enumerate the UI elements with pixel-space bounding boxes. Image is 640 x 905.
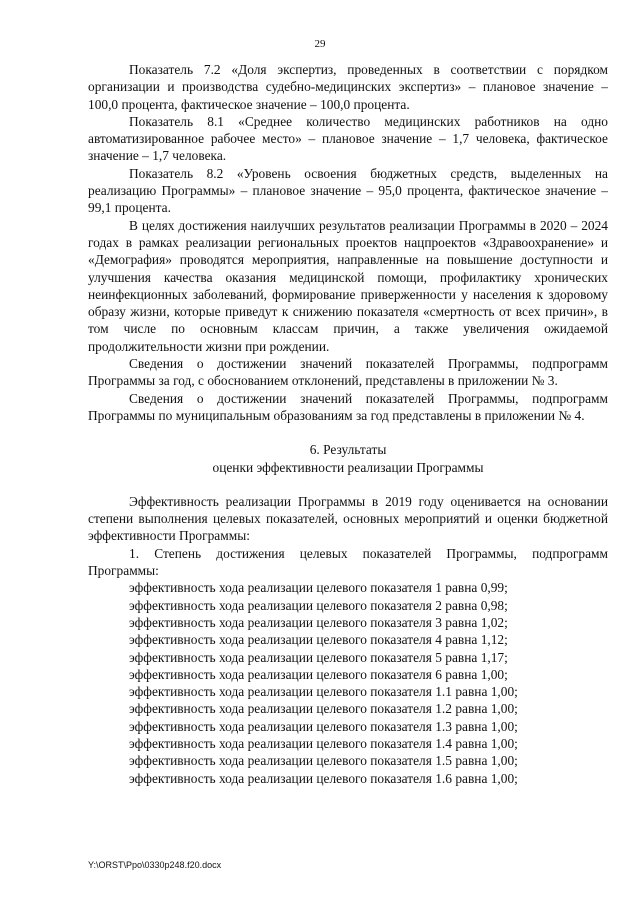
list-item: эффективность хода реализации целевого показателя 1.2 равна 1,00; [129, 701, 518, 717]
efficiency-list [88, 579, 608, 787]
page-number: 29 [314, 38, 326, 50]
section-heading [88, 441, 608, 476]
list-item: эффективность хода реализации целевого показателя 1.6 равна 1,00; [129, 770, 518, 786]
paragraph-indicator-8-2: Показатель 8.2 «Уровень освоения бюджетных средств, выделенных на реализацию Программы» – плановое значение – 95,0 процента, фактическое значение – 99,1 процента. [88, 165, 608, 216]
list-item: эффективность хода реализации целевого показателя 6 равна 1,00; [129, 666, 508, 682]
list-item: эффективность хода реализации целевого показателя 4 равна 1,12; [129, 632, 508, 648]
list-item: эффективность хода реализации целевого показателя 5 равна 1,17; [129, 649, 508, 665]
list-item: эффективность хода реализации целевого показателя 1.4 равна 1,00; [129, 735, 518, 751]
paragraph-indicator-8-1: Показатель 8.1 «Среднее количество медицинских работников на одно автоматизированное рабочее место» – плановое значение – 1,7 человека, фактическое значение – 1,7 человека. [88, 113, 608, 164]
list-item: эффективность хода реализации целевого показателя 2 равна 0,98; [129, 597, 508, 613]
paragraph-appendix-3: Сведения о достижении значений показателей Программы, подпрограмм Программы за год, с обоснованием отклонений, представлены в приложении № 3. [88, 356, 608, 389]
paragraph-best-results: В целях достижения наилучших результатов реализации Программы в 2020 – 2024 годах в рамках реализации региональных проектов нацпроектов «Здравоохранение» и «Демография» проводятся мероприятия, направленные на повышение доступности и улучшения качества оказания медицинской помощи, профилактику хронических неинфекционных заболеваний, формирование приверженности у населения к здоровому образу жизни, которые приведут к снижению показателя «смертность от всех причин», в том числе по основным классам причин, а также увеличения ожидаемой продолжительности жизни при рождении. [88, 217, 608, 354]
file-path-footer: Y:\ORST\Ppo\0330p248.f20.docx [88, 860, 222, 870]
paragraph-target-indicators: 1. Степень достижения целевых показателей Программы, подпрограмм Программы: [88, 545, 608, 579]
paragraph-indicator-7-2: Показатель 7.2 «Доля экспертиз, проведенных в соответствии с порядком организации и производства судебно-медицинских экспертиз» – плановое значение – 100,0 процента, фактическое значение – 100,0 процента. [88, 62, 608, 112]
list-item: эффективность хода реализации целевого показателя 3 равна 1,02; [129, 614, 508, 630]
document-body [88, 61, 608, 787]
section-heading-line-2: оценки эффективности реализации Программы [212, 459, 484, 475]
paragraph-appendix-4: Сведения о достижении значений показателей Программы, подпрограмм Программы по муниципальным образованиям за год представлены в приложении № 4. [88, 390, 608, 423]
list-item: эффективность хода реализации целевого показателя 1.1 равна 1,00; [129, 684, 518, 700]
list-item: эффективность хода реализации целевого показателя 1 равна 0,99; [129, 580, 508, 596]
section-heading-line-1: 6. Результаты [309, 442, 387, 458]
paragraph-efficiency-intro: Эффективность реализации Программы в 2019 году оценивается на основании степени выполнения целевых показателей, основных мероприятий и оценки бюджетной эффективности Программы: [88, 493, 608, 544]
list-item: эффективность хода реализации целевого показателя 1.3 равна 1,00; [129, 718, 518, 734]
list-item: эффективность хода реализации целевого показателя 1.5 равна 1,00; [129, 753, 518, 769]
